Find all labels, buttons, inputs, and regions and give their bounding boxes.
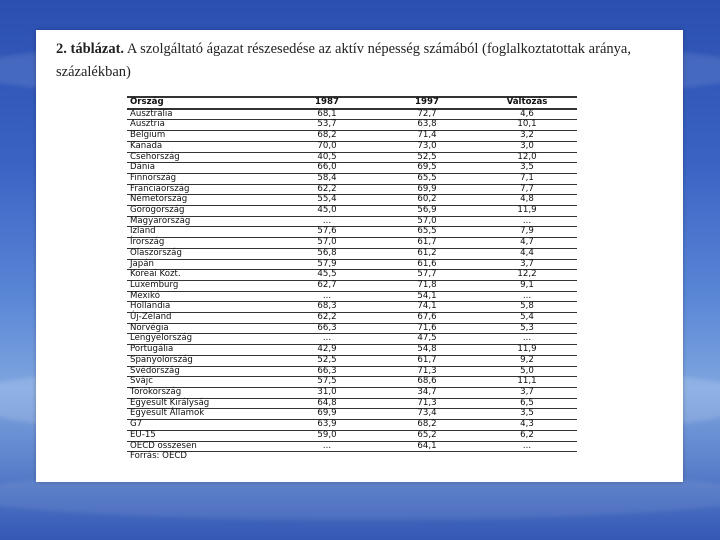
cell-change: 5,0	[477, 366, 577, 377]
cell-country: Japán	[127, 259, 277, 270]
table-row	[127, 334, 577, 345]
cell-1987: ...	[277, 441, 377, 452]
cell-1997: 74,1	[377, 302, 477, 313]
table-row	[127, 366, 577, 377]
cell-1987: 45,5	[277, 270, 377, 281]
cell-1987: 52,5	[277, 355, 377, 366]
cell-1997: 54,8	[377, 345, 477, 356]
cell-country: Olaszország	[127, 248, 277, 259]
table-row	[127, 441, 577, 452]
cell-1997: 56,9	[377, 206, 477, 217]
cell-1987: 57,5	[277, 377, 377, 388]
cell-change: 7,9	[477, 227, 577, 238]
table-header-row	[127, 97, 577, 109]
cell-1997: 52,5	[377, 152, 477, 163]
cell-1987: 70,0	[277, 141, 377, 152]
cell-change: 4,3	[477, 420, 577, 431]
cell-change: 10,1	[477, 120, 577, 131]
cell-1987: 42,9	[277, 345, 377, 356]
table-row	[127, 238, 577, 249]
table-row	[127, 270, 577, 281]
table-row	[127, 195, 577, 206]
cell-country: Belgium	[127, 131, 277, 142]
cell-1997: 71,3	[377, 366, 477, 377]
table-row	[127, 227, 577, 238]
cell-change: 3,7	[477, 259, 577, 270]
cell-1987: 53,7	[277, 120, 377, 131]
cell-country: EU-15	[127, 430, 277, 441]
cell-change: 7,7	[477, 184, 577, 195]
table-row	[127, 291, 577, 302]
cell-change: 12,0	[477, 152, 577, 163]
header-1997: 1997	[377, 97, 477, 109]
table-row	[127, 216, 577, 227]
cell-country: Izland	[127, 227, 277, 238]
caption-text: A szolgáltató ágazat részesedése az aktív népesség számából (foglalkoztatottak aránya, százalékban)	[56, 41, 631, 80]
cell-country: Finnország	[127, 173, 277, 184]
cell-country: Dánia	[127, 163, 277, 174]
cell-1987: 45,0	[277, 206, 377, 217]
table-row	[127, 141, 577, 152]
cell-country: Koreai Közt.	[127, 270, 277, 281]
cell-country: Svájc	[127, 377, 277, 388]
cell-1987: 55,4	[277, 195, 377, 206]
cell-country: Egyesült Királyság	[127, 398, 277, 409]
cell-country: Ausztrália	[127, 109, 277, 120]
table-row	[127, 345, 577, 356]
cell-1997: 71,6	[377, 323, 477, 334]
header-1987: 1987	[277, 97, 377, 109]
cell-change: 3,2	[477, 131, 577, 142]
cell-1987: ...	[277, 334, 377, 345]
cell-1997: 71,3	[377, 398, 477, 409]
cell-1987: 68,3	[277, 302, 377, 313]
cell-1987: 68,1	[277, 109, 377, 120]
table-row	[127, 206, 577, 217]
cell-country: Kanada	[127, 141, 277, 152]
cell-1997: 60,2	[377, 195, 477, 206]
cell-country: Csehország	[127, 152, 277, 163]
cell-change: 3,7	[477, 387, 577, 398]
cell-1987: 40,5	[277, 152, 377, 163]
table-row	[127, 152, 577, 163]
header-country: Ország	[127, 97, 277, 109]
cell-1987: ...	[277, 216, 377, 227]
cell-1997: 57,0	[377, 216, 477, 227]
cell-country: Spanyolország	[127, 355, 277, 366]
cell-1987: 63,9	[277, 420, 377, 431]
table-row	[127, 430, 577, 441]
table-body	[127, 109, 577, 462]
cell-change: 3,5	[477, 163, 577, 174]
cell-country: Írország	[127, 238, 277, 249]
cell-country: Norvégia	[127, 323, 277, 334]
cell-1997: 68,6	[377, 377, 477, 388]
cell-country: Portugália	[127, 345, 277, 356]
cell-change: 9,2	[477, 355, 577, 366]
cell-1997: 73,4	[377, 409, 477, 420]
cell-1997: 63,8	[377, 120, 477, 131]
cell-country: OECD összesen	[127, 441, 277, 452]
cell-1987: ...	[277, 291, 377, 302]
cell-country: Törökország	[127, 387, 277, 398]
cell-change: ...	[477, 441, 577, 452]
cell-change: 6,5	[477, 398, 577, 409]
cell-1997: 67,6	[377, 313, 477, 324]
source-row	[127, 452, 577, 462]
cell-1997: 65,2	[377, 430, 477, 441]
table-row	[127, 163, 577, 174]
cell-1997: 61,6	[377, 259, 477, 270]
cell-1987: 57,0	[277, 238, 377, 249]
cell-country: Hollandia	[127, 302, 277, 313]
cell-1997: 54,1	[377, 291, 477, 302]
cell-country: Egyesült Államok	[127, 409, 277, 420]
cell-1987: 64,8	[277, 398, 377, 409]
header-change: Változás	[477, 97, 577, 109]
cell-country: Svédország	[127, 366, 277, 377]
table-row	[127, 131, 577, 142]
table-row	[127, 409, 577, 420]
cell-country: Franciaország	[127, 184, 277, 195]
data-table	[127, 96, 577, 462]
table-row	[127, 120, 577, 131]
table-row	[127, 184, 577, 195]
table-row	[127, 323, 577, 334]
cell-country: Magyarország	[127, 216, 277, 227]
cell-change: 12,2	[477, 270, 577, 281]
cell-change: 4,7	[477, 238, 577, 249]
cell-change: 3,5	[477, 409, 577, 420]
table-row	[127, 259, 577, 270]
cell-1987: 66,3	[277, 366, 377, 377]
cell-country: Új-Zéland	[127, 313, 277, 324]
cell-1987: 31,0	[277, 387, 377, 398]
cell-change: 6,2	[477, 430, 577, 441]
cell-1987: 57,6	[277, 227, 377, 238]
cell-1997: 57,7	[377, 270, 477, 281]
cell-1987: 57,9	[277, 259, 377, 270]
cell-1987: 68,2	[277, 131, 377, 142]
cell-1987: 62,2	[277, 184, 377, 195]
table-row	[127, 173, 577, 184]
table-caption	[56, 38, 666, 84]
cell-1997: 61,7	[377, 355, 477, 366]
cell-country: Lengyelország	[127, 334, 277, 345]
table-row	[127, 313, 577, 324]
cell-country: Ausztria	[127, 120, 277, 131]
cell-1997: 72,7	[377, 109, 477, 120]
cell-1997: 61,7	[377, 238, 477, 249]
cell-1987: 58,4	[277, 173, 377, 184]
caption-label: 2. táblázat.	[56, 41, 125, 57]
table-row	[127, 355, 577, 366]
cell-change: 4,6	[477, 109, 577, 120]
cell-1987: 59,0	[277, 430, 377, 441]
slide-image	[36, 30, 683, 482]
cell-change: 11,1	[477, 377, 577, 388]
cell-country: Görögország	[127, 206, 277, 217]
cell-change: ...	[477, 334, 577, 345]
cell-1987: 66,0	[277, 163, 377, 174]
cell-change: 9,1	[477, 280, 577, 291]
cell-country: Luxemburg	[127, 280, 277, 291]
cell-1997: 71,8	[377, 280, 477, 291]
cell-country: Németország	[127, 195, 277, 206]
cell-1987: 56,8	[277, 248, 377, 259]
cell-1997: 61,2	[377, 248, 477, 259]
cell-1997: 68,2	[377, 420, 477, 431]
table-row	[127, 387, 577, 398]
table-row	[127, 377, 577, 388]
cell-1997: 64,1	[377, 441, 477, 452]
cell-change: 5,3	[477, 323, 577, 334]
cell-change: ...	[477, 291, 577, 302]
cell-change: 4,4	[477, 248, 577, 259]
cell-1997: 73,0	[377, 141, 477, 152]
cell-change: 11,9	[477, 206, 577, 217]
cell-change: ...	[477, 216, 577, 227]
table-row	[127, 248, 577, 259]
cell-1997: 65,5	[377, 227, 477, 238]
cell-1997: 71,4	[377, 131, 477, 142]
cell-1997: 69,9	[377, 184, 477, 195]
cell-1997: 47,5	[377, 334, 477, 345]
cell-country: G7	[127, 420, 277, 431]
table-row	[127, 280, 577, 291]
table-row	[127, 302, 577, 313]
cell-1987: 69,9	[277, 409, 377, 420]
cell-change: 5,8	[477, 302, 577, 313]
cell-change: 11,9	[477, 345, 577, 356]
cell-1997: 65,5	[377, 173, 477, 184]
table-row	[127, 109, 577, 120]
cell-change: 3,0	[477, 141, 577, 152]
cell-1987: 62,7	[277, 280, 377, 291]
cell-country: Mexikó	[127, 291, 277, 302]
cell-1987: 66,3	[277, 323, 377, 334]
cell-1997: 34,7	[377, 387, 477, 398]
cell-change: 5,4	[477, 313, 577, 324]
cell-change: 7,1	[477, 173, 577, 184]
cell-1997: 69,5	[377, 163, 477, 174]
source-note: Forrás: OECD	[130, 451, 187, 462]
table-row	[127, 420, 577, 431]
cell-change: 4,8	[477, 195, 577, 206]
cell-1987: 62,2	[277, 313, 377, 324]
